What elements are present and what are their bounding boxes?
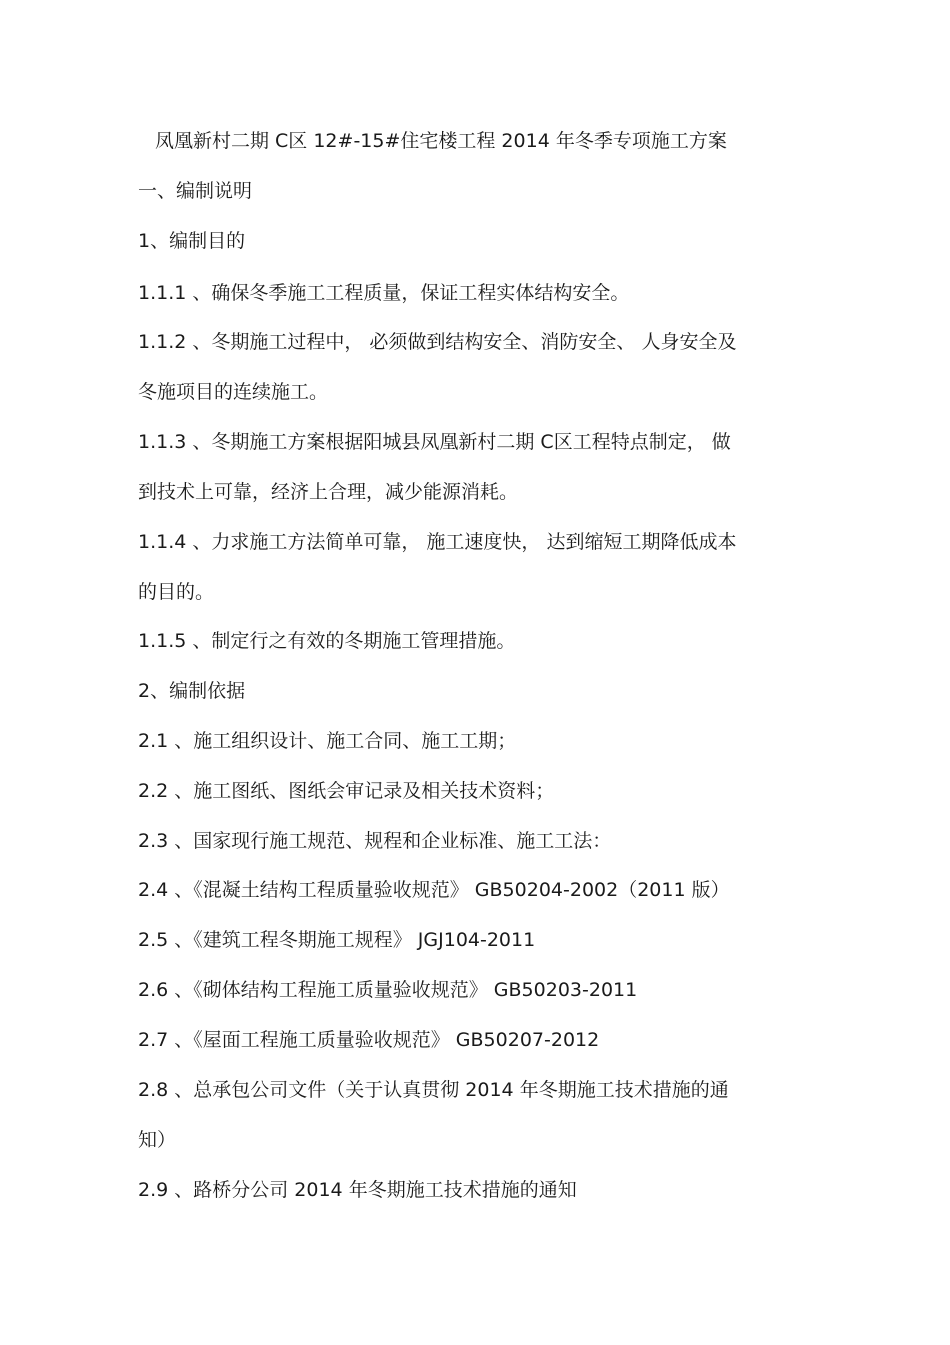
list-item: 知） xyxy=(138,1129,177,1151)
paragraph-line: 1.1.3 、冬期施工方案根据阳城县凤凰新村二期 C区工程特点制定， 做 xyxy=(138,431,731,453)
paragraph-line: 的目的。 xyxy=(138,581,215,603)
list-item: 2.6 、《砌体结构工程施工质量验收规范》 GB50203-2011 xyxy=(138,979,638,1001)
list-item: 2.7 、《屋面工程施工质量验收规范》 GB50207-2012 xyxy=(138,1029,600,1051)
list-item: 2.9 、路桥分公司 2014 年冬期施工技术措施的通知 xyxy=(138,1179,577,1201)
list-item: 2.3 、国家现行施工规范、规程和企业标准、施工工法： xyxy=(138,830,612,852)
paragraph-line: 1.1.5 、制定行之有效的冬期施工管理措施。 xyxy=(138,630,516,652)
paragraph-line: 1.1.4 、力求施工方法简单可靠， 施工速度快， 达到缩短工期降低成本 xyxy=(138,531,737,553)
paragraph-line: 到技术上可靠，经济上合理，减少能源消耗。 xyxy=(138,481,519,503)
list-item: 2.5 、《建筑工程冬期施工规程》 JGJ104-2011 xyxy=(138,929,536,951)
list-item: 2.8 、总承包公司文件（关于认真贯彻 2014 年冬期施工技术措施的通 xyxy=(138,1079,729,1101)
list-item: 2.4 、《混凝土结构工程质量验收规范》 GB50204-2002（2011 版） xyxy=(138,879,730,901)
paragraph-line: 1.1.2 、冬期施工过程中， 必须做到结构安全、消防安全、 人身安全及 xyxy=(138,331,737,353)
paragraph-line: 1.1.1 、确保冬季施工工程质量，保证工程实体结构安全。 xyxy=(138,282,630,304)
heading-1-2: 2、编制依据 xyxy=(138,680,246,702)
heading-1: 一、编制说明 xyxy=(138,180,253,202)
list-item: 2.2 、施工图纸、图纸会审记录及相关技术资料； xyxy=(138,780,555,802)
paragraph-line: 冬施项目的连续施工。 xyxy=(138,381,329,403)
heading-1-1: 1、编制目的 xyxy=(138,230,246,252)
list-item: 2.1 、施工组织设计、施工合同、施工工期； xyxy=(138,730,517,752)
document-title: 凤凰新村二期 C区 12#-15#住宅楼工程 2014 年冬季专项施工方案 xyxy=(155,130,727,152)
